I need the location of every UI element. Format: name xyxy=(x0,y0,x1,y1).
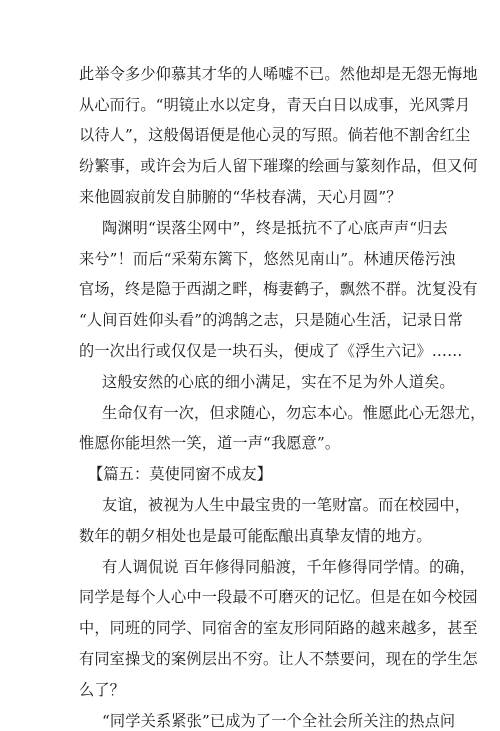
text-line: 此举令多少仰慕其才华的人唏嘘不已。然他却是无怨无悔地 xyxy=(79,65,478,83)
text-line: 从心而行。“明镜止水以定身，青天白日以成事，光风霁月 xyxy=(79,96,471,114)
text-line: 这般安然的心底的细小满足，实在不足为外人道矣。 xyxy=(102,373,455,391)
section-heading: 【篇五：莫使同窗不成友】 xyxy=(88,465,273,483)
text-line: 陶渊明“误落尘网中”，终是抵抗不了心底声声“归去 xyxy=(102,219,448,237)
text-line: 的一次出行或仅仅是一块石头，便成了《浮生六记》…… xyxy=(79,342,463,360)
text-line: 有人调侃说 百年修得同船渡，千年修得同学情。的确， xyxy=(102,558,476,576)
text-line: 纷繁事，或许会为后人留下璀璨的绘画与篆刻作品，但又何 xyxy=(79,157,478,175)
text-line: “人间百姓仰头看”的鸿鹄之志，只是随心生活，记录日常 xyxy=(79,311,463,329)
text-line: “同学关系紧张”已成为了一个全社会所关注的热点问 xyxy=(102,712,456,730)
text-line: 么了？ xyxy=(79,681,126,699)
text-line: 有同室操戈的案例层出不穷。让人不禁要问，现在的学生怎 xyxy=(79,650,478,668)
text-line: 数年的朝夕相处也是最可能酝酿出真挚友情的地方。 xyxy=(79,527,432,545)
text-line: 友谊，被视为人生中最宝贵的一笔财富。而在校园中， xyxy=(102,496,471,514)
text-line: 来他圆寂前发自肺腑的“华枝春满，天心月圆”？ xyxy=(79,188,402,206)
text-line: 同学是每个人心中一段最不可磨灭的记忆。但是在如今校园 xyxy=(79,588,478,606)
text-line: 生命仅有一次，但求随心，勿忘本心。惟愿此心无怨尤， xyxy=(102,404,486,422)
text-line: 来兮”！而后“采菊东篱下，悠然见南山”。林逋厌倦污浊 xyxy=(79,250,456,268)
text-line: 中，同班的同学、同宿舍的室友形同陌路的越来越多，甚至 xyxy=(79,619,478,637)
text-line: 以待人”，这般偈语便是他心灵的写照。倘若他不割舍红尘 xyxy=(79,126,471,144)
text-line: 官场，终是隐于西湖之畔，梅妻鹤子，飘然不群。沈复没有 xyxy=(79,280,478,298)
text-line: 惟愿你能坦然一笑，道一声“我愿意”。 xyxy=(79,434,341,452)
